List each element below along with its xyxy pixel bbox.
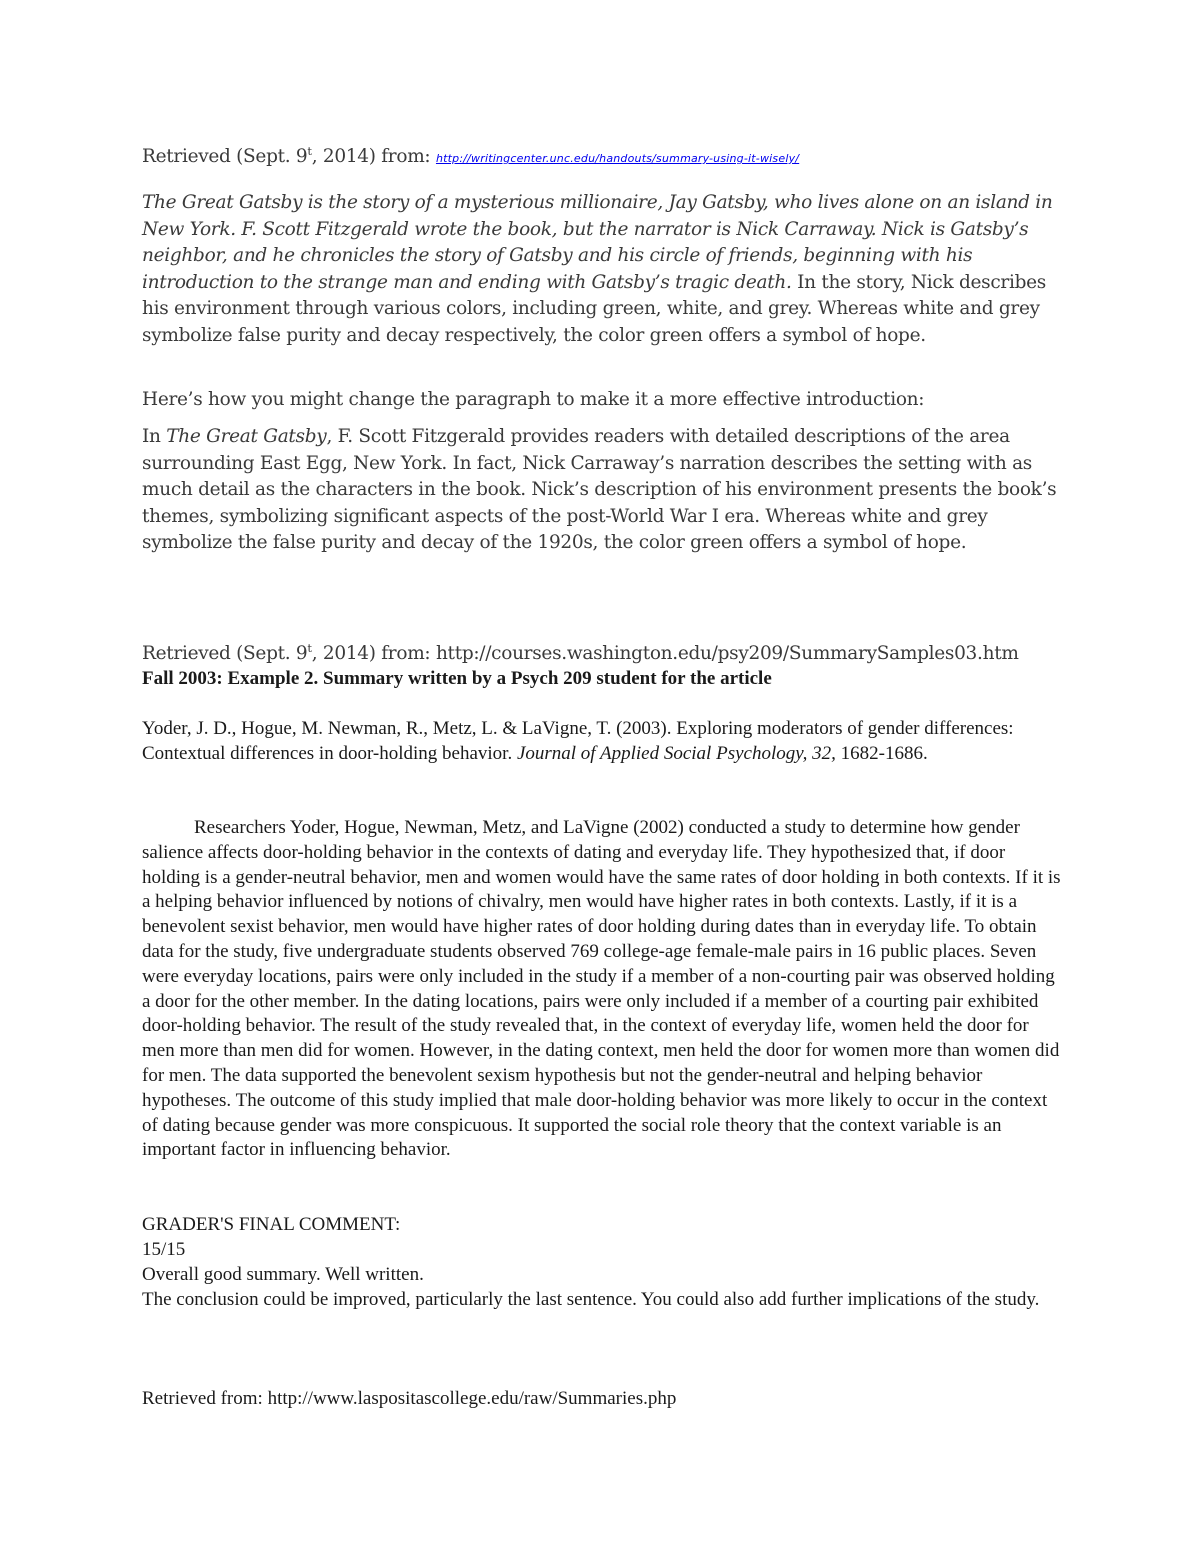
grader-comment-2: The conclusion could be improved, particularly the last sentence. You could also add further implications of the study. bbox=[142, 1289, 1040, 1310]
retrieved-line-unc: Retrieved (Sept. 9$^t$, 2014) from: http://writingcenter.unc.edu/handouts/summary-using-it-wisely/ bbox=[142, 143, 800, 167]
grader-comment-1: Overall good summary. Well written. bbox=[142, 1264, 424, 1285]
student-summary: Researchers Yoder, Hogue, Newman, Metz, and LaVigne (2002) conducted a study to determine how gender salience affects door-holding behavior in the contexts of dating and everyday life. They hypothesized that, if door holding is a gender-neutral behavior, men and women would have the same rates of door holding in both contexts. If it is a helping behavior influenced by notions of chivalry, men would have higher rates in both contexts. Lastly, if it is a benevolent sexist behavior, men would have higher rates of door holding during dates than in everyday life. To obtain data for the study, five undergraduate students observed 769 college-age female-male pairs in 16 public places. Seven were everyday locations, pairs were only included in the study if a member of a non-courting pair was observed holding a door for the other member. In the dating locations, pairs were only included if a member of a courting pair exhibited door-holding behavior. The result of the study revealed that, in the context of everyday life, women held the door for men more than men did for women. However, in the dating context, men held the door for women more than women did for men. The data supported the benevolent sexism hypothesis but not the gender-neutral and helping behavior hypotheses. The outcome of this study implied that male door-holding behavior was more likely to occur in the context of dating because gender was more conspicuous. It supported the social role theory that the context variable is an important factor in influencing behavior. bbox=[142, 817, 1061, 1161]
original-paragraph: The Great Gatsby is the story of a mysterious millionaire, Jay Gatsby, who lives alone on an island in New York. F. Scott Fitzgerald wrote the book, but the narrator is Nick Carraway. Nick is Gatsby’s neighbor, and he chronicles the story of Gatsby and his circle of friends, beginning with his introduction to the strange man and ending with Gatsby’s tragic death. In the story, Nick describes his environment through various colors, including green, white, and grey. Whereas white and grey symbolize false purity and decay respectively, the color green offers a symbol of hope. bbox=[142, 192, 1053, 346]
grader-comment-label: GRADER'S FINAL COMMENT: bbox=[142, 1214, 401, 1235]
transition-sentence: Here’s how you might change the paragraph to make it a more effective introduction: bbox=[142, 389, 925, 410]
revised-paragraph: In The Great Gatsby, F. Scott Fitzgerald provides readers with detailed descriptions of the area surrounding East Egg, New York. In fact, Nick Carraway’s narration describes the setting with as much detail as the characters in the book. Nick’s description of his environment presents the book’s themes, symbolizing significant aspects of the post-World War I era. Whereas white and grey symbolize the false purity and decay of the 1920s, the color green offers a symbol of hope. bbox=[142, 426, 1057, 553]
unc-source-link[interactable]: http://writingcenter.unc.edu/handouts/summary-using-it-wisely/ bbox=[435, 152, 800, 165]
retrieved-line-washington: Retrieved (Sept. 9$^t$, 2014) from: http://courses.washington.edu/psy209/SummarySamples03.htm bbox=[142, 640, 1019, 664]
retrieved-line-laspositas: Retrieved from: http://www.laspositascollege.edu/raw/Summaries.php bbox=[142, 1388, 677, 1409]
article-citation: Yoder, J. D., Hogue, M. Newman, R., Metz, L. & LaVigne, T. (2003). Exploring moderators of gender differences: Contextual differences in door-holding behavior. Journal of Applied Social Psychology, 32, 1682-1686. bbox=[142, 718, 1014, 764]
grade-score: 15/15 bbox=[142, 1239, 186, 1260]
example-heading: Fall 2003: Example 2. Summary written by a Psych 209 student for the article bbox=[142, 668, 772, 689]
